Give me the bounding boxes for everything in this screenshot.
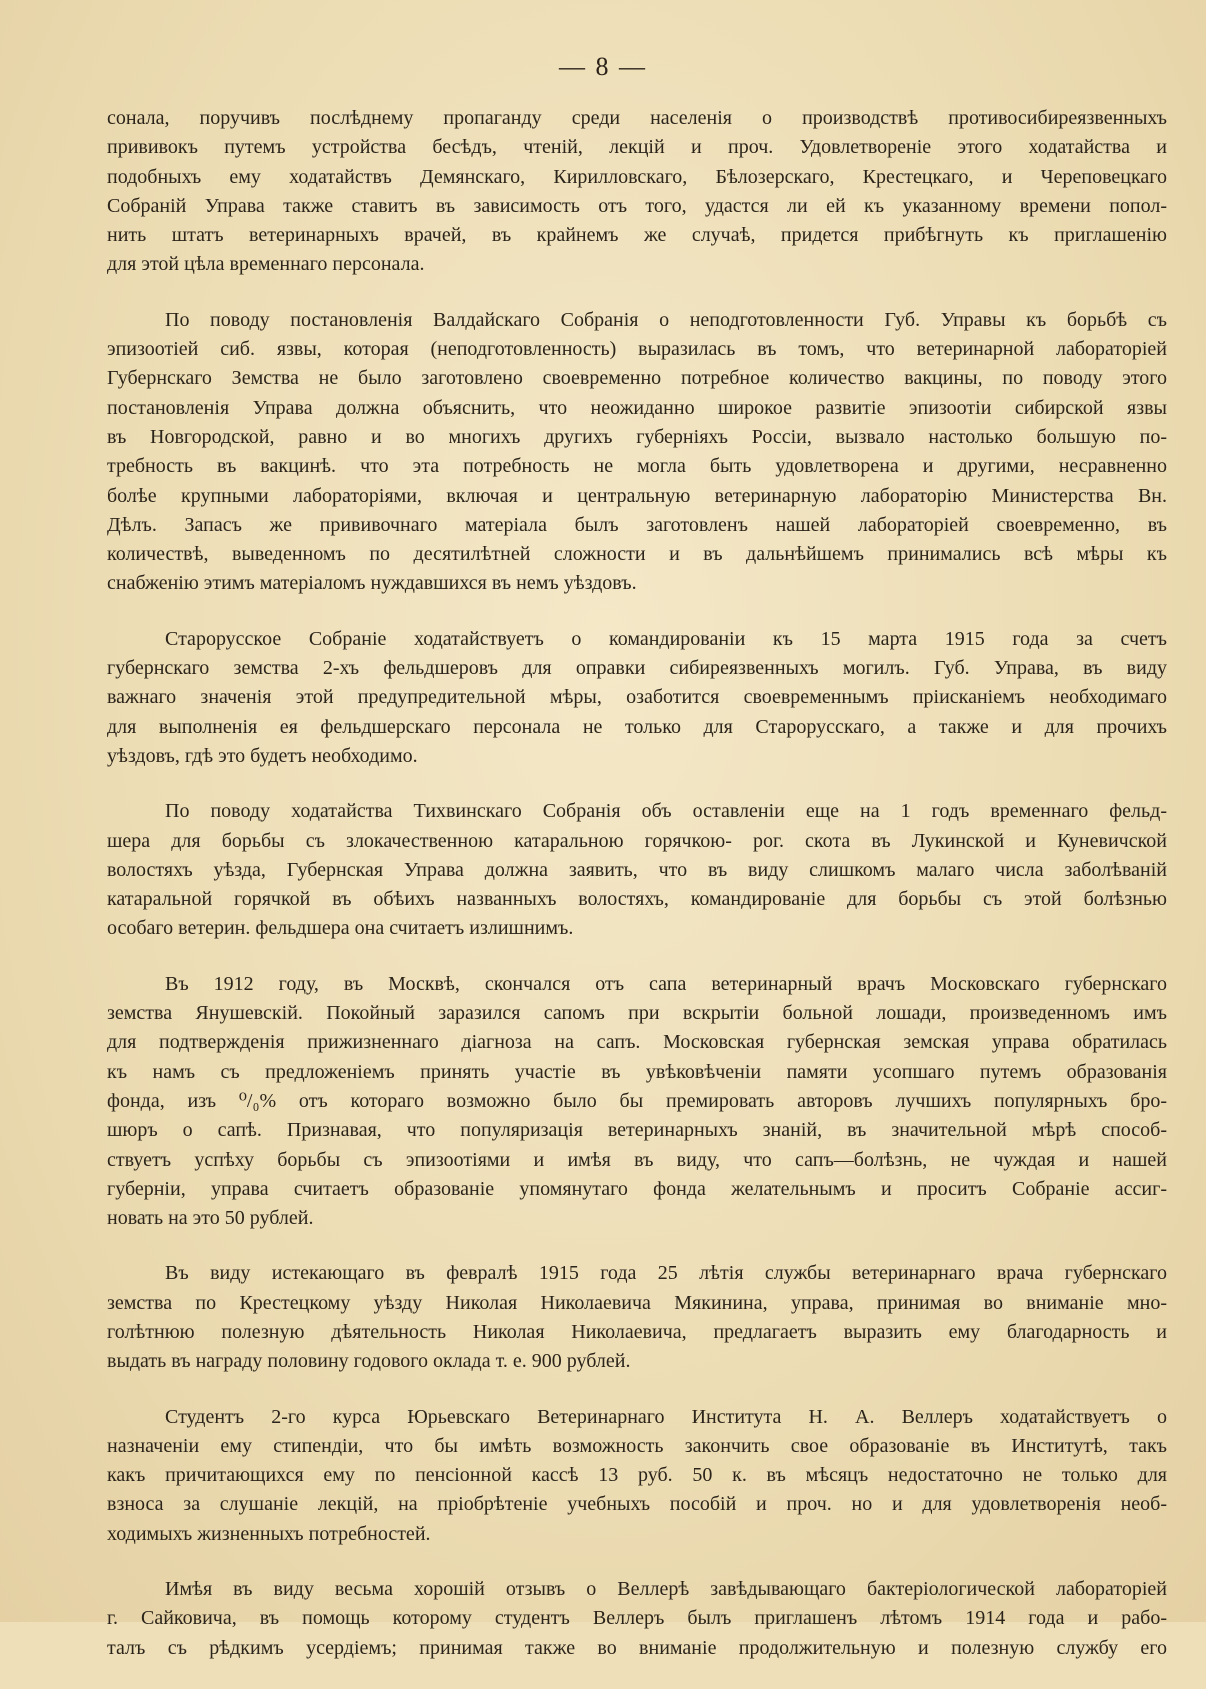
text-line: волостяхъ уѣзда, Губернская Управа должна заявить, что въ виду слишкомъ малаго числа заболѣваній <box>107 858 1167 881</box>
text-line: какъ причитающихся ему по пенсіонной кассѣ 13 руб. 50 к. въ мѣсяцъ недостаточно не только для <box>107 1464 1167 1487</box>
body-text <box>107 104 1167 1689</box>
text-line: Губернскаго Земства не было заготовлено своевременно потребное количество вакцины, по поводу этого <box>107 367 1167 390</box>
text-line: выдать въ награду половину годового оклада т. е. 900 рублей. <box>107 1350 631 1373</box>
text-line: ходимыхъ жизненныхъ потребностей. <box>107 1522 431 1545</box>
text-line: къ намъ съ предложеніемъ принять участіе въ увѣковѣченіи памяти усопшаго путемъ образованія <box>107 1060 1167 1083</box>
text-line: для этой цѣла временнаго персонала. <box>107 253 425 276</box>
paragraph <box>107 306 1167 599</box>
paragraph <box>107 104 1167 280</box>
text-line: Собраній Управа также ставитъ въ зависимость отъ того, удастся ли ей къ указанному времени попол- <box>107 194 1167 217</box>
paragraph <box>107 970 1167 1234</box>
text-line: губерніи, управа считаетъ образованіе упомянутаго фонда желательнымъ и проситъ Собраніе ассиг- <box>107 1177 1167 1200</box>
paragraph <box>107 625 1167 771</box>
text-line: Старорусское Собраніе ходатайствуетъ о командированіи къ 15 марта 1915 года за счетъ <box>165 627 1167 650</box>
text-line: снабженію этимъ матеріаломъ нуждавшихся въ немъ уѣздовъ. <box>107 572 637 595</box>
text-line: важнаго значенія этой предупредительной мѣры, озаботится своевременнымъ пріисканіемъ необходимаго <box>107 686 1167 709</box>
text-line: сонала, поручивъ послѣднему пропаганду среди населенія о производствѣ противосибиреязвенныхъ <box>107 107 1167 129</box>
text-line: требность въ вакцинѣ. что эта потребность не могла быть удовлетворена и другими, несравненно <box>107 455 1167 478</box>
text-line: назначеніи ему стипендіи, что бы имѣть возможность закончить свое образованіе въ Институтѣ, такъ <box>107 1434 1167 1457</box>
text-line: г. Сайковича, въ помощь которому студентъ Веллеръ былъ приглашенъ лѣтомъ 1914 года и рабо- <box>107 1607 1167 1630</box>
text-line: голѣтнюю полезную дѣятельность Николая Николаевича, предлагаетъ выразить ему благодарность и <box>107 1320 1167 1343</box>
text-line: шера для борьбы съ злокачественною катаральною горячкою- рог. скота въ Лукинской и Куневичской <box>107 829 1167 852</box>
text-line: для выполненія ея фельдшерскаго персонала не только для Старорусскаго, а также и для прочихъ <box>107 715 1167 738</box>
text-line: особаго ветерин. фельдшера она считаетъ излишнимъ. <box>107 917 574 940</box>
text-line: взноса за слушаніе лекцій, на пріобрѣтеніе учебныхъ пособій и проч. но и для удовлетворенія необ- <box>107 1493 1167 1516</box>
text-line: прививокъ путемъ устройства бесѣдъ, чтеній, лекцій и проч. Удовлетвореніе этого ходатайства и <box>107 136 1167 159</box>
text-line: въ Новгородской, равно и во многихъ другихъ губерніяхъ Россіи, вызвало настолько большую по- <box>107 425 1167 448</box>
text-line: катаральной горячкой въ обѣихъ названныхъ волостяхъ, командированіе для борьбы съ этой болѣзнью <box>107 888 1167 911</box>
text-line: По поводу ходатайства Тихвинскаго Собранія объ оставленіи еще на 1 годъ временнаго фельд- <box>165 800 1167 823</box>
text-line: ствуетъ успѣху борьбы съ эпизоотіями и имѣя въ виду, что сапъ—болѣзнь, не чуждая и нашей <box>107 1148 1167 1171</box>
text-line: для подтвержденія прижизненнаго діагноза на сапъ. Московская губернская земская управа обратилась <box>107 1031 1167 1054</box>
text-line: шюръ о сапѣ. Признавая, что популяризація ветеринарныхъ знаній, въ значительной мѣрѣ способ- <box>107 1119 1167 1142</box>
text-line: Въ 1912 году, въ Москвѣ, скончался отъ сапа ветеринарный врачъ Московскаго губернскаго <box>165 972 1167 995</box>
text-line: фонда, изъ ⁰/₀% отъ котораго возможно было бы премировать авторовъ лучшихъ популярныхъ бро- <box>107 1089 1167 1112</box>
text-line: Имѣя въ виду весьма хорошій отзывъ о Веллерѣ завѣдывающаго бактеріологической лабораторіей <box>165 1578 1167 1601</box>
text-line: губернскаго земства 2-хъ фельдшеровъ для оправки сибиреязвенныхъ могилъ. Губ. Управа, въ виду <box>107 657 1167 680</box>
text-line: постановленія Управа должна объяснить, что неожиданно широкое развитіе эпизоотіи сибирской язвы <box>107 396 1167 419</box>
text-line: По поводу постановленія Валдайскаго Собранія о неподготовленности Губ. Управы къ борьбѣ съ <box>165 308 1167 331</box>
text-line: земства Янушевскій. Покойный заразился сапомъ при вскрытіи больной лошади, произведенномъ имъ <box>107 1002 1167 1025</box>
text-line: количествѣ, выведенномъ по десятилѣтней сложности и въ дальнѣйшемъ принимались всѣ мѣры къ <box>107 543 1167 566</box>
text-line: Дѣлъ. Запасъ же прививочнаго матеріала былъ заготовленъ нашей лабораторіей своевременно, въ <box>107 513 1167 536</box>
paragraph <box>107 797 1167 943</box>
text-line: эпизоотіей сиб. язвы, которая (неподготовленность) выразилась въ томъ, что ветеринарной лабораторіей <box>107 338 1167 361</box>
text-line: нить штатъ ветеринарныхъ врачей, въ крайнемъ же случаѣ, придется прибѣгнуть къ приглашенію <box>107 224 1167 247</box>
text-line: Въ виду истекающаго въ февралѣ 1915 года 25 лѣтія службы ветеринарнаго врача губернскаго <box>165 1262 1167 1285</box>
text-line: подобныхъ ему ходатайствъ Демянскаго, Кирилловскаго, Бѣлозерскаго, Крестецкаго, и Череповецкаго <box>107 165 1167 188</box>
text-line: новать на это 50 рублей. <box>107 1207 314 1230</box>
text-line: Студентъ 2-го курса Юрьевскаго Ветеринарнаго Института Н. А. Веллеръ ходатайствуетъ о <box>165 1405 1167 1428</box>
text-line: талъ съ рѣдкимъ усердіемъ; принимая также во вниманіе продолжительную и полезную службу его <box>107 1636 1167 1659</box>
paragraph <box>107 1403 1167 1549</box>
text-line: уѣздовъ, гдѣ это будетъ необходимо. <box>107 744 418 767</box>
paragraph <box>107 1575 1167 1663</box>
paragraph <box>107 1259 1167 1376</box>
page-number: — 8 — <box>559 52 647 81</box>
text-line: земства по Крестецкому уѣзду Николая Николаевича Мякинина, управа, принимая во вниманіе мно- <box>107 1291 1167 1314</box>
text-line: болѣе крупными лабораторіями, включая и центральную ветеринарную лабораторію Министерства Вн. <box>107 484 1167 507</box>
